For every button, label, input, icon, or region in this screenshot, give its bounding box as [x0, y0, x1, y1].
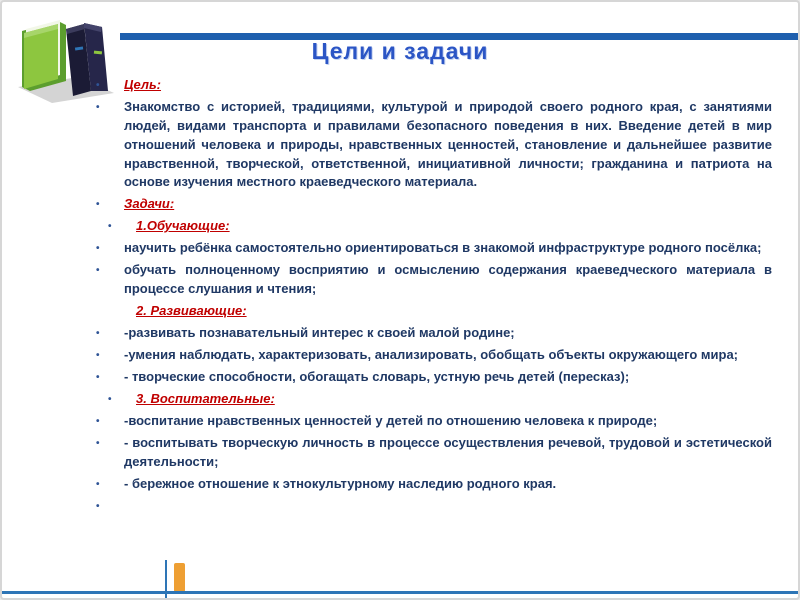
list-item [96, 302, 772, 321]
list-item [96, 412, 772, 431]
list-item-text: -умения наблюдать, характеризовать, анализировать, обобщать объекты окружающего мира; [124, 346, 739, 362]
list-item [96, 475, 772, 494]
list-item-text: - творческие способности, обогащать словарь, устную речь детей (пересказ); [124, 368, 630, 384]
bullet-icon: • [96, 80, 100, 91]
list-item-text: научить ребёнка самостоятельно ориентироваться в знакомой инфраструктуре родного посёлка; [124, 240, 762, 256]
list-item-text: -развивать познавательный интерес к своей малой родине; [124, 324, 515, 340]
list-item-text [124, 497, 772, 516]
list-item [96, 98, 772, 192]
list-item-text: 3. Воспитательные: [136, 390, 275, 406]
list-item-text: 1.Обучающие: [136, 218, 230, 234]
list-item [96, 434, 772, 472]
bullet-icon: • [96, 199, 100, 211]
slide-title: Цели и задачи [311, 38, 489, 64]
list-item-text: Задачи: [124, 196, 175, 212]
list-item-text: -воспитание нравственных ценностей у детей по отношению человека к природе; [124, 412, 658, 428]
list-item [96, 497, 772, 516]
bullet-icon: • [96, 500, 100, 512]
list-item [96, 76, 772, 95]
list-item-text: - воспитывать творческую личность в процессе осуществления речевой, трудовой и эстетической деятельности; [124, 434, 772, 469]
bullet-icon: • [96, 265, 100, 277]
bullet-icon: • [108, 221, 112, 233]
bullet-icon: • [96, 437, 100, 449]
list-item [96, 217, 772, 236]
list-item [96, 261, 772, 299]
list-item [96, 324, 772, 343]
list-item-text: - бережное отношение к этнокультурному наследию родного края. [124, 475, 557, 491]
bullet-icon: • [96, 349, 100, 361]
list-item [96, 390, 772, 409]
list-item [96, 239, 772, 258]
bullet-list [96, 76, 772, 519]
bullet-icon: • [96, 415, 100, 427]
bullet-icon: • [96, 478, 100, 490]
list-item [96, 368, 772, 387]
bullet-icon: • [96, 102, 100, 113]
list-item [96, 195, 772, 214]
bullet-icon: • [96, 371, 100, 383]
list-item-text: 2. Развивающие: [136, 302, 247, 318]
bullet-icon: • [96, 327, 100, 339]
bullet-icon: • [96, 243, 100, 255]
list-item-text: Цель: [124, 77, 162, 92]
list-item-text: обучать полноценному восприятию и осмыслению содержания краеведческого материала в процессе слушания и чтения; [124, 262, 772, 297]
list-item [96, 346, 772, 365]
bullet-icon: • [108, 393, 112, 405]
list-item-text: Знакомство с историей, традициями, культурой и природой своего родного края, с занятиями людей, видами транспорта и правилами безопасного поведения в них. Введение детей в мир отношений человека и природы, нравственных ценностей, становление и дальнейшее развитие нравственной, творческой, ответственной, инициативной личности; гражданина и патриота на основе изучения местного краеведческого материала. [124, 99, 772, 190]
bottom-accent-line [2, 591, 798, 594]
bottom-orange-accent [174, 563, 185, 592]
